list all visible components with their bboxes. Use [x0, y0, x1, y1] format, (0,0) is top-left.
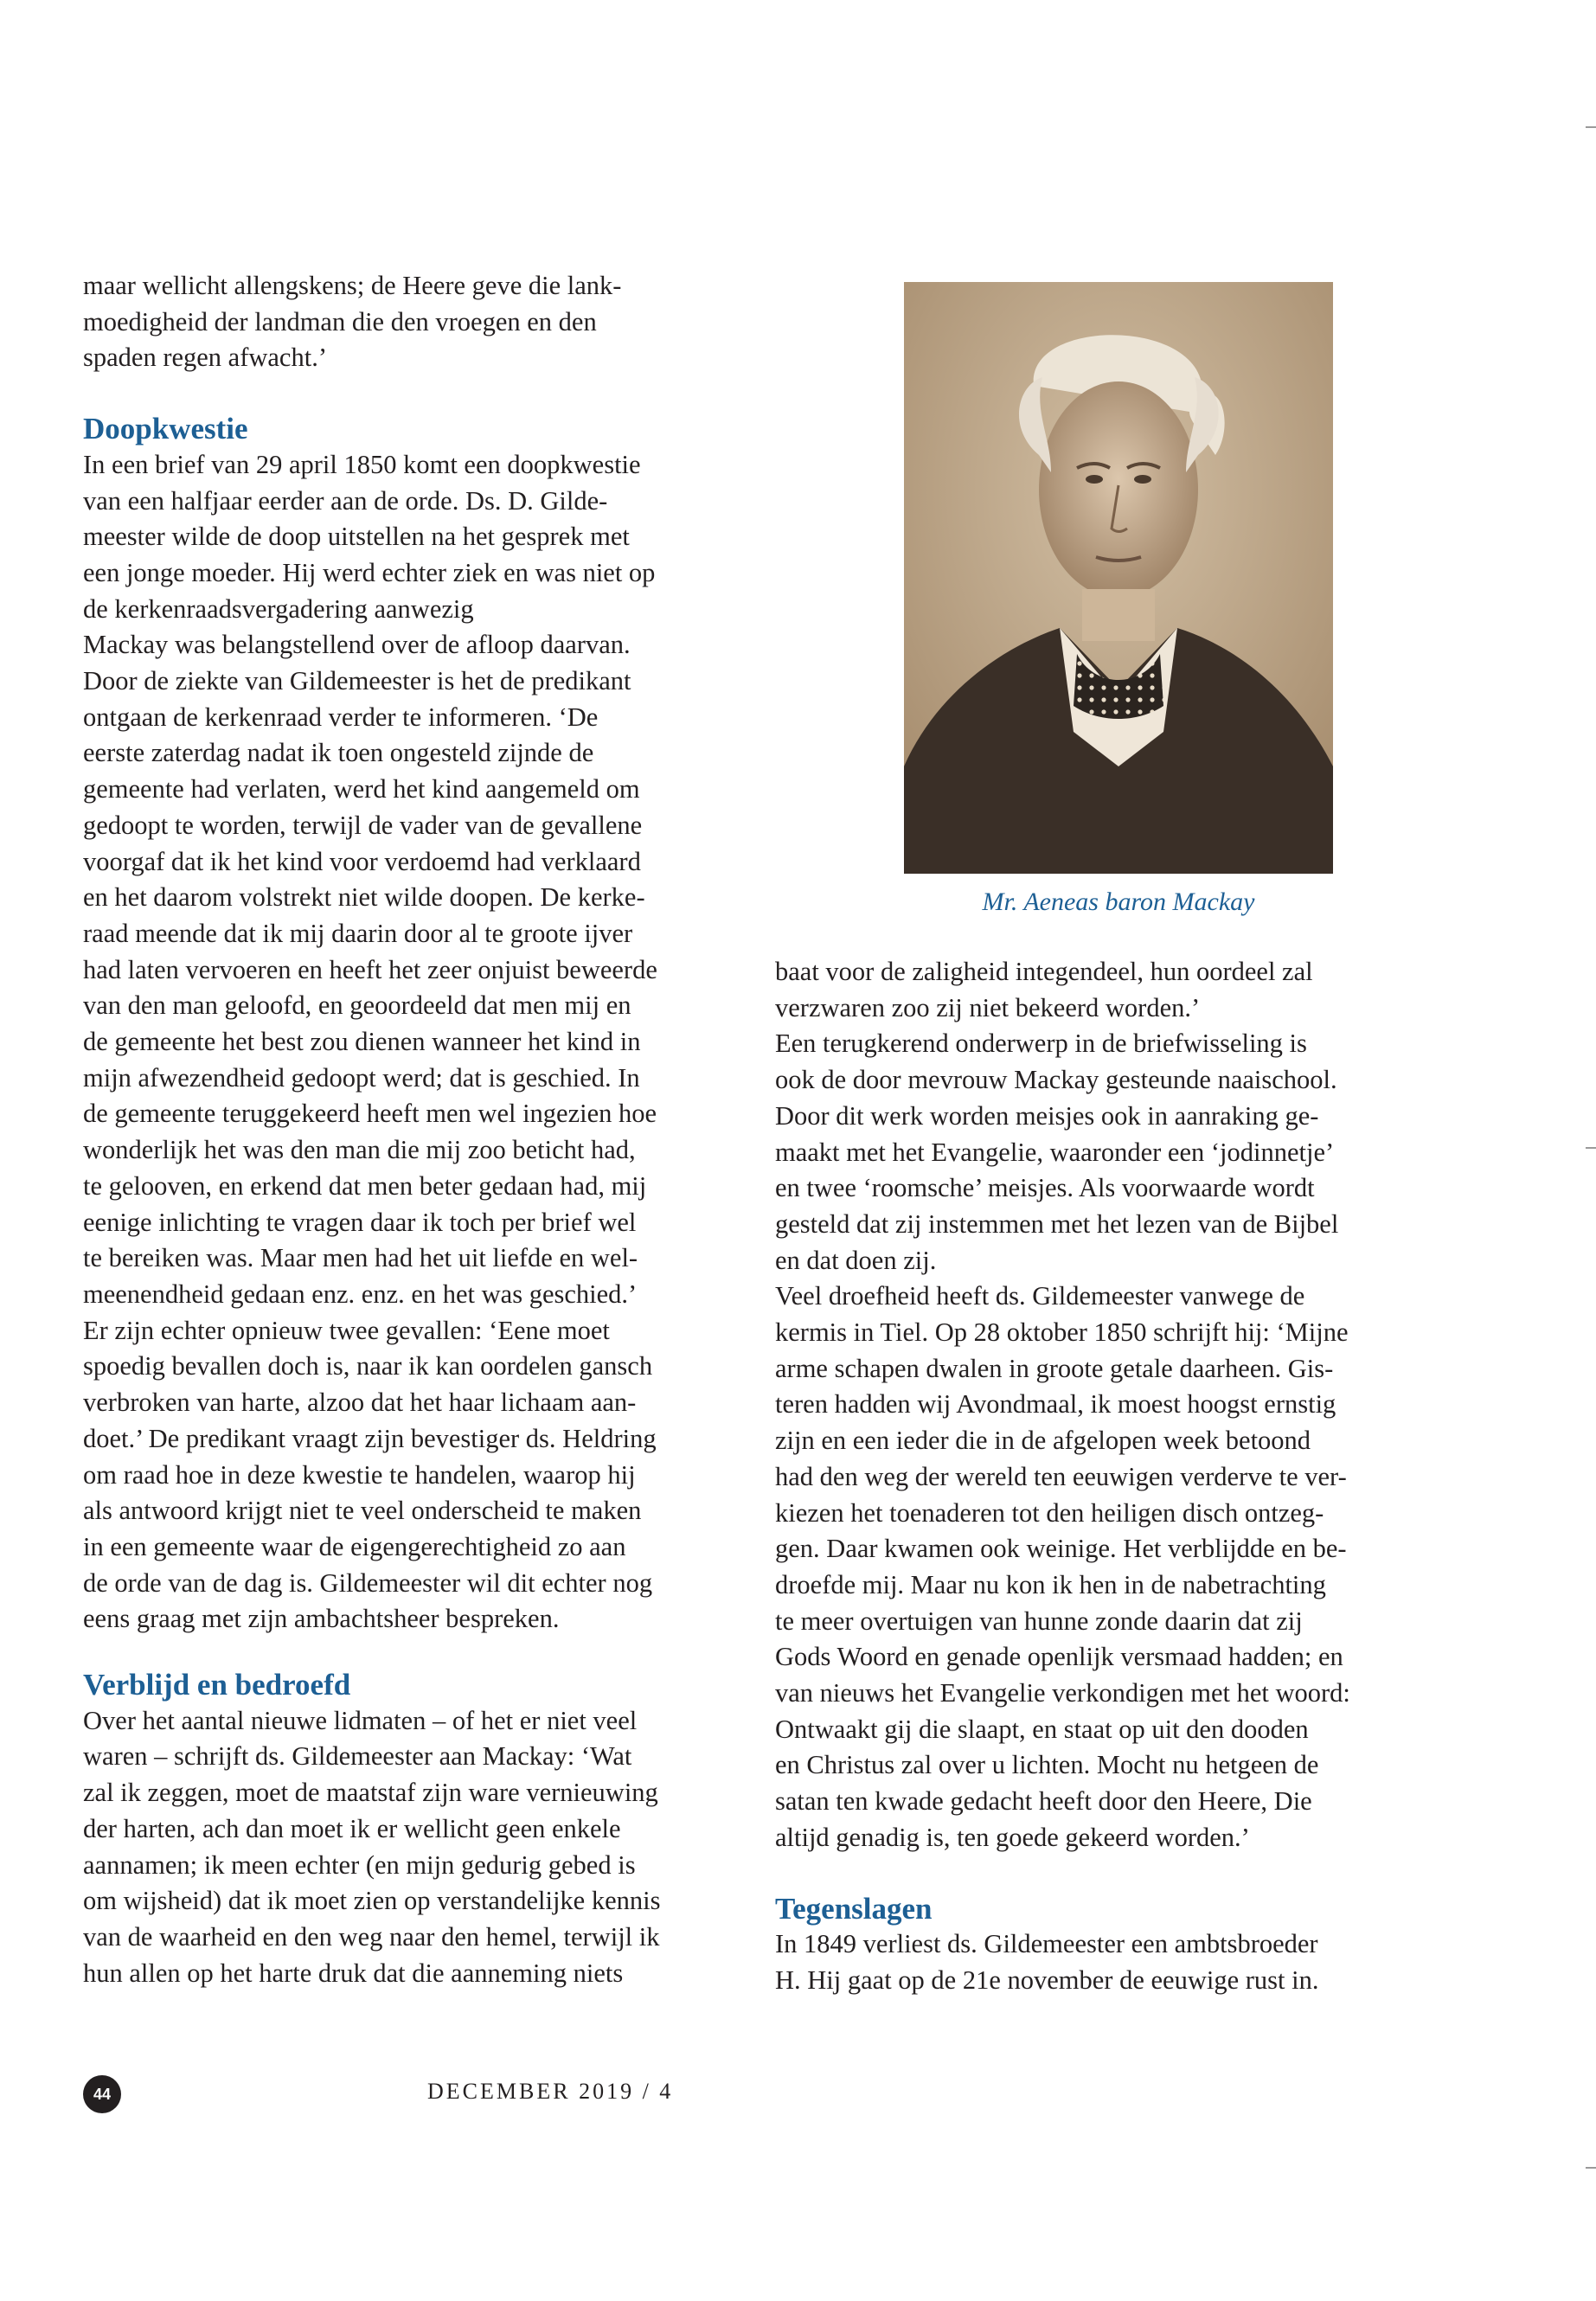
portrait-photo — [904, 282, 1333, 874]
section-text-doopkwestie: In een brief van 29 april 1850 komt een doopkwestie van een halfjaar eerder aan de orde. Ds. D. Gilde- meester wilde de doop uitstellen na het gesprek met een jonge moeder. Hij werd echter ziek en was niet op de kerkenraadsvergadering aanwezig Mackay was belangstellend over de afloop daarvan. Door de ziekte van Gildemeester is het de predikant ontgaan de kerkenraad verder te informeren. ‘De eerste zaterdag nadat ik toen ongesteld zijnde de gemeente had verlaten, werd het kind aangemeld om gedoopt te worden, terwijl de vader van de gevallene voorgaf dat ik het kind voor verdoemd had verklaard en het daarom volstrekt niet wilde doopen. De kerke- raad meende dat ik mij daarin door al te groote ijver had laten vervoeren en heeft het zeer onjuist beweerde van den man geloofd, en geoordeeld dat men mij en de gemeente het best zou dienen wanneer het kind in mijn afwezendheid gedoopt werd; dat is geschied. In de gemeente teruggekeerd heeft men wel ingezien hoe wonderlijk het was den man die mij zoo beticht had, te gelooven, en erkend dat men beter gedaan had, mij eenige inlichting te vragen daar ik toch per brief wel te bereiken was. Maar men had het uit liefde en wel- meenendheid gedaan enz. enz. en het was geschied.’ Er zijn echter opnieuw twee gevallen: ‘Eene moet spoedig bevallen doch is, naar ik kan oordelen gansch verbroken van harte, alzoo dat het haar lichaam aan- doet.’ De predikant vraagt zijn bevestiger ds. Heldring om raad hoe in deze kwestie te handelen, waarop hij als antwoord krijgt niet te veel onderscheid te maken in een gemeente waar de eigengerechtigheid zo aan de orde van de dag is. Gildemeester wil dit echter nog eens graag met zijn ambachtsheer bespreken. — [83, 449, 657, 1634]
section-text-verblijd: Over het aantal nieuwe lidmaten – of het er niet veel waren – schrijft ds. Gildemeester aan Mackay: ‘Wat zal ik zeggen, moet de maatstaf zijn ware vernieuwing der harten, ach dan moet ik er wellicht geen enkele aannamen; ik meen echter (en mijn gedurig gebed is om wijsheid) dat ik moet zien op verstandelijke kennis van de waarheid en den weg naar den hemel, terwijl ik hun allen op het harte druk dat die aanneming niets — [83, 1705, 661, 1988]
section-heading-doopkwestie: Doopkwestie — [83, 412, 248, 446]
photo-caption: Mr. Aeneas baron Mackay — [982, 888, 1255, 916]
page-number-badge: 44 — [83, 2075, 121, 2113]
section-heading-tegenslagen: Tegenslagen — [775, 1891, 933, 1926]
crop-mark — [1586, 126, 1596, 128]
crop-mark — [1586, 2167, 1596, 2169]
portrait-illustration — [904, 282, 1333, 874]
issue-label: DECEMBER 2019 / 4 — [427, 2079, 674, 2104]
section-heading-verblijd: Verblijd en bedroefd — [83, 1668, 351, 1702]
continuation-paragraph: baat voor de zaligheid integendeel, hun oordeel zal verzwaren zoo zij niet bekeerd worden.’ Een terugkerend onderwerp in de briefwisseling is ook de door mevrouw Mackay gesteunde naaischool. Door dit werk worden meisjes ook in aanraking ge- maakt met het Evangelie, waaronder een ‘jodinnetje’ en twee ‘roomsche’ meisjes. Als voorwaarde wordt gesteld dat zij instemmen met het lezen van de Bijbel en dat doen zij. Veel droefheid heeft ds. Gildemeester vanwege de kermis in Tiel. Op 28 oktober 1850 schrijft hij: ‘Mijne arme schapen dwalen in groote getale daarheen. Gis- teren hadden wij Avondmaal, ik moest hoogst ernstig zijn en een ieder die in de afgelopen week betoond had den weg der wereld ten eeuwigen verderve te ver- kiezen het toenaderen tot den heiligen disch ontzeg- gen. Daar kwamen ook weinige. Het verblijdde en be- droefde mij. Maar nu kon ik hen in de nabetrachting te meer overtuigen van hunne zonde daarin dat zij Gods Woord en genade openlijk versmaad hadden; en van nieuws het Evangelie verkondigen met het woord: Ontwaakt gij die slaapt, en staat op uit den dooden en Christus zal over u lichten. Mocht nu hetgeen de satan ten kwade gedacht heeft door den Heere, Die altijd genadig is, ten goede gekeerd worden.’ — [775, 957, 1350, 1852]
intro-paragraph: maar wellicht allengskens; de Heere geve die lank- moedigheid der landman die den vroegen en den spaden regen afwacht.’ — [83, 271, 622, 373]
crop-mark — [1586, 1147, 1596, 1149]
section-text-tegenslagen: In 1849 verliest ds. Gildemeester een ambtsbroeder H. Hij gaat op de 21e november de eeuwige rust in. — [775, 1929, 1319, 1995]
left-column — [83, 268, 749, 1991]
right-column — [775, 954, 1458, 1999]
